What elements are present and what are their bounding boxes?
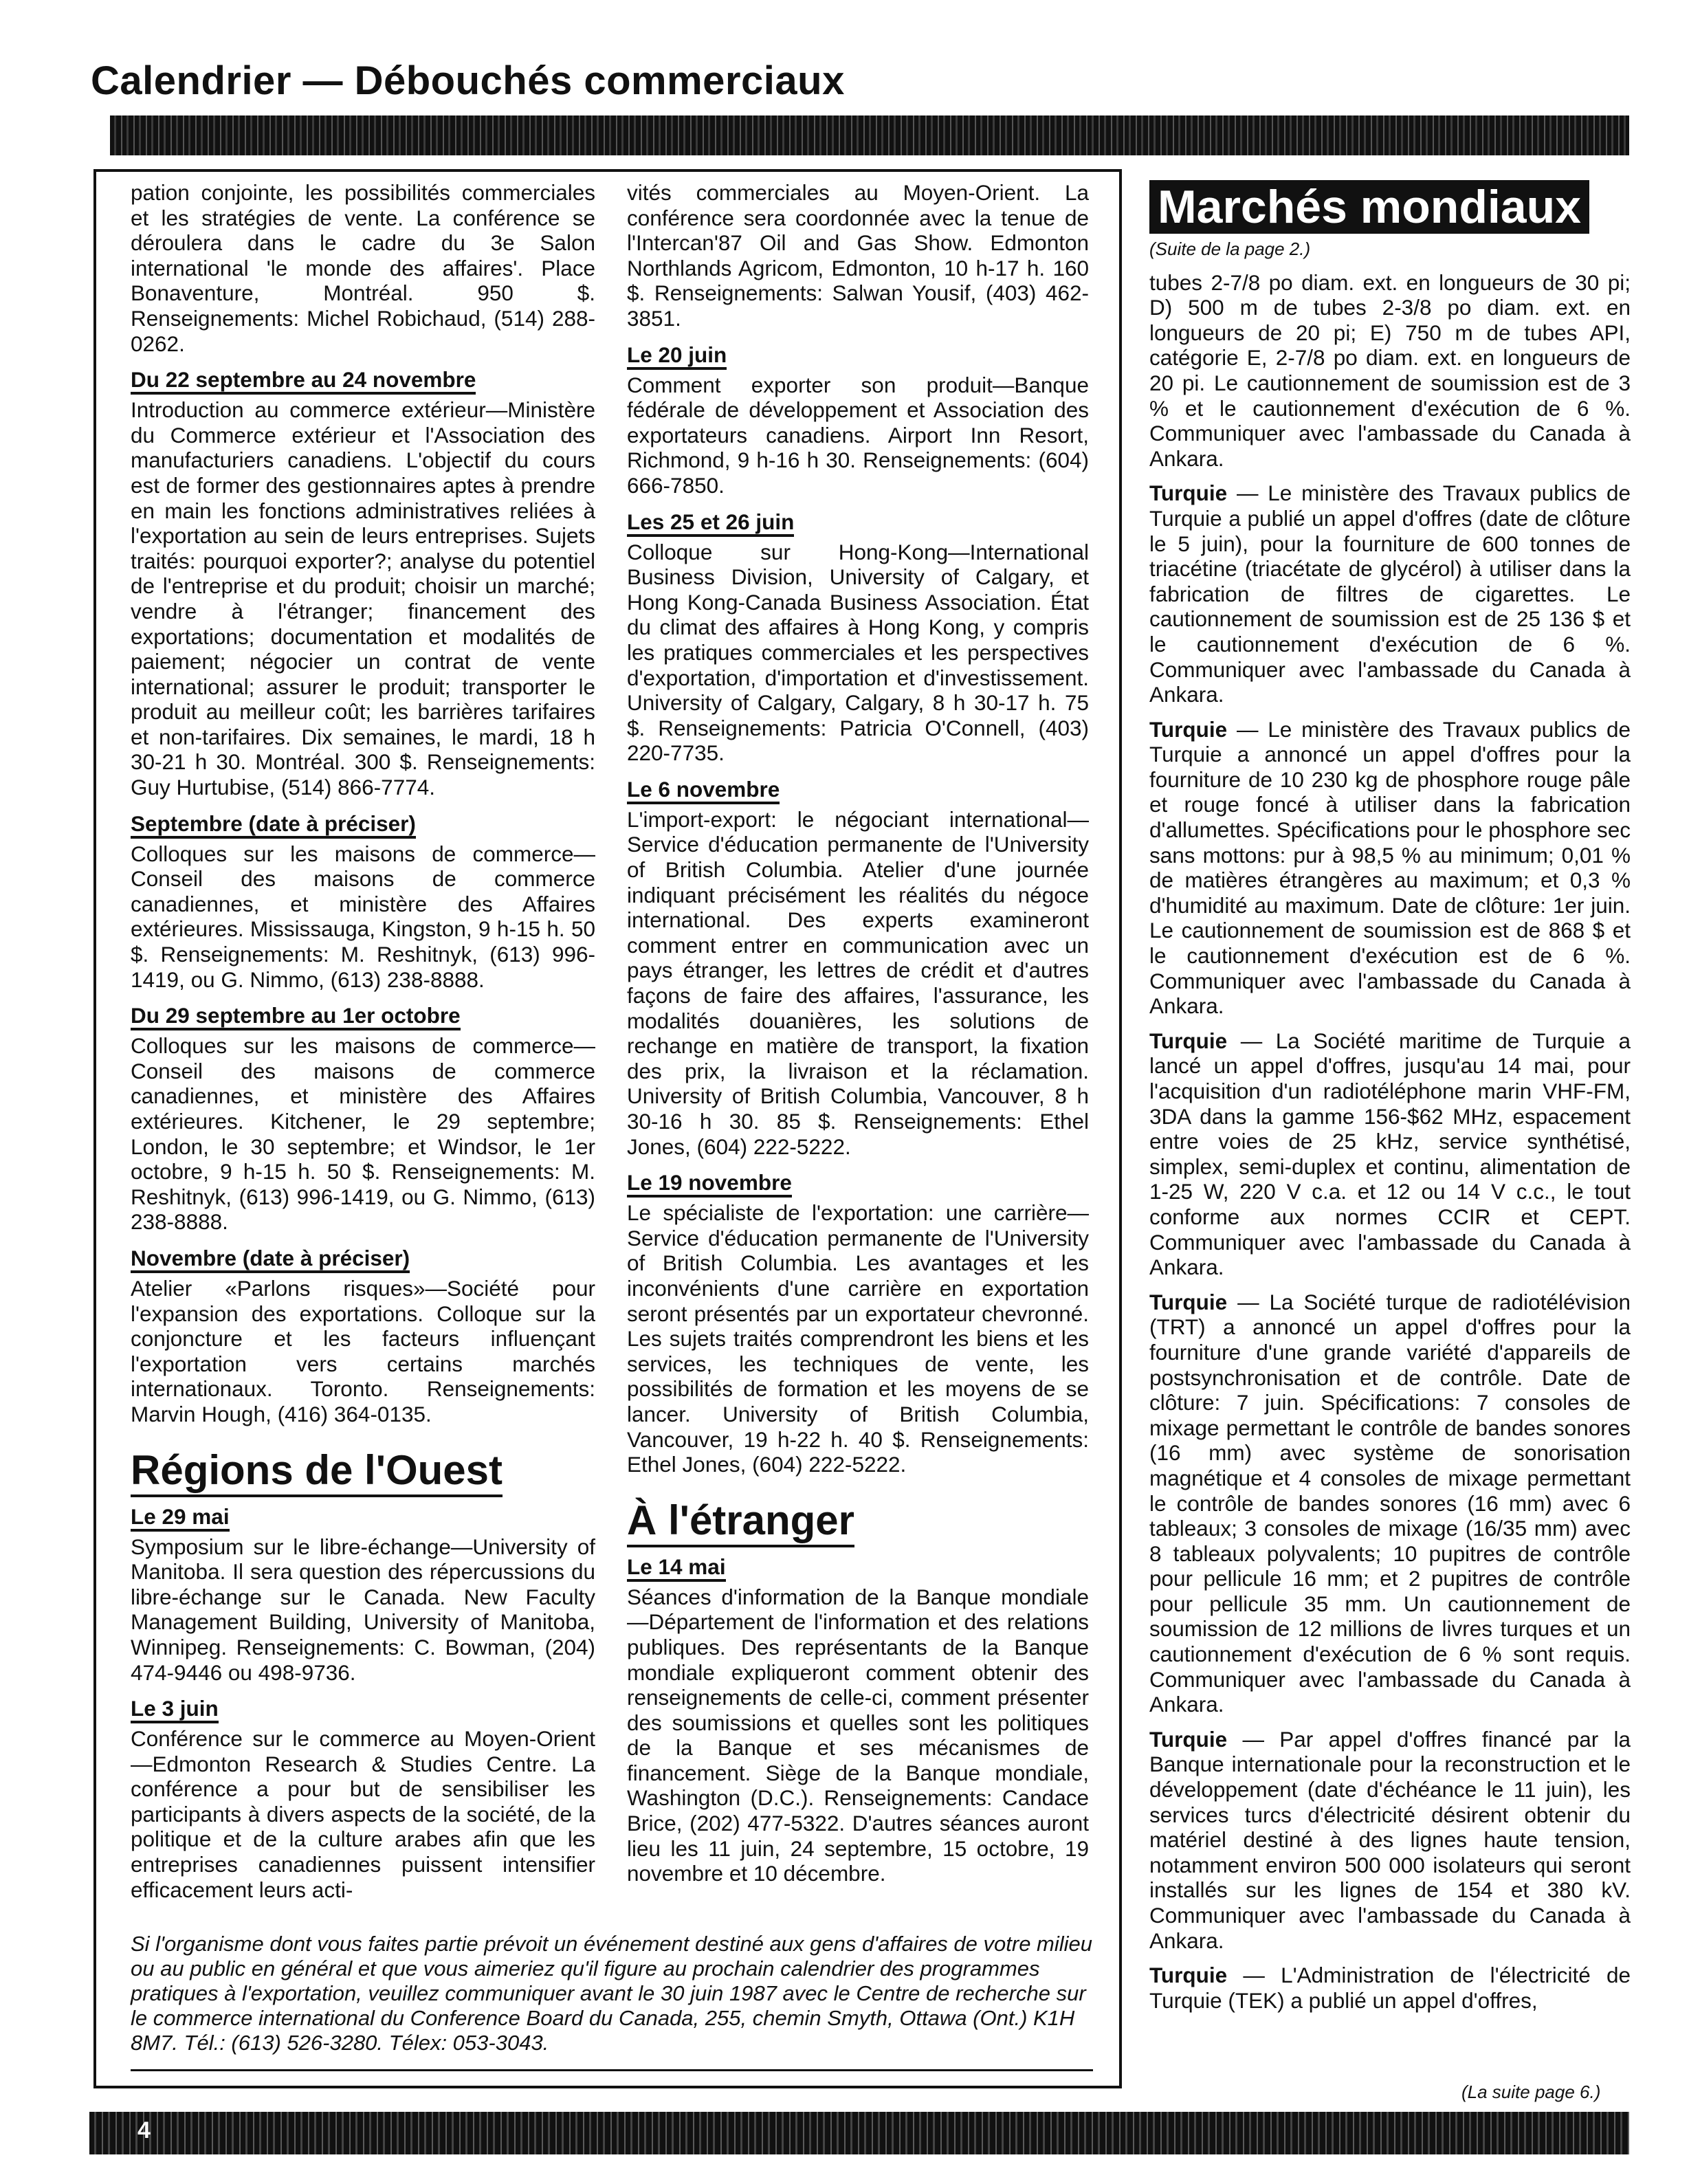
event-text: Introduction au commerce extérieur—Ministère du Commerce extérieur et l'Association des manufacturiers canadiens. L'objectif du cours est de former des gestionnaires aptes à prendre en main les fonctions administratives reliées à l'exportation au sein de leurs entreprises. Sujets traités: pourquoi exporter?; analyse du potentiel de l'entreprise et du produit; choisir un marché; vendre à l'étranger; financement des exportations; documentation et modalités de paiement; négocier un contrat de vente international; assurer le produit; transporter le produit au meilleur coût; les barrières tarifaires et non-tarifaires. Dix semaines, le mardi, 18 h 30-21 h 30. Montréal. 300 $. Renseignements: Guy Hurtubise, (514) 866-7774. (131, 397, 595, 800)
column-1 (131, 180, 595, 1912)
header-band (110, 115, 1629, 155)
market-text: — La Société maritime de Turquie a lancé un appel d'offres, jusqu'au 14 mai, pour l'acquisition d'un radiotéléphone marin VHF-FM, 3DA dans la gamme 156-$62 MHz, espacement entre voies de 25 kHz, service synthétisé, simplex, semi-duplex et continu, alimentation de 1-25 W, 220 V c.a. et 12 ou 14 V c.c., le tout conforme aux normes CCIR et CEPT. Communiquer avec l'ambassade du Canada à Ankara. (1149, 1028, 1631, 1280)
column-3 (1149, 180, 1631, 2022)
col3-intro: tubes 2-7/8 po diam. ext. en longueurs de 30 pi; D) 500 m de tubes 2-3/8 po diam. ext. en longueurs de 20 pi; E) 750 m de tubes API, catégorie E, 2-7/8 po diam. ext. en longueurs de 20 pi. Le cautionnement de soumission est de 3 % et le cautionnement d'exécution de 6 %. Communiquer avec l'ambassade du Canada à Ankara. (1149, 269, 1631, 471)
event-text: Comment exporter son produit—Banque fédérale de développement et Association des exportateurs canadiens. Airport Inn Resort, Richmond, 9 h-16 h 30. Renseignements: (604) 666-7850. (627, 372, 1089, 498)
event-text: Colloques sur les maisons de commerce—Conseil des maisons de commerce canadiennes, et ministère des Affaires extérieures. Mississauga, Kingston, 9 h-15 h. 50 $. Renseignements: M. Reshitnyk, (613) 996-1419, ou G. Nimmo, (613) 238-8888. (131, 841, 595, 992)
page-number: 4 (137, 2117, 151, 2143)
footer-band (89, 2112, 1629, 2154)
market-country: Turquie (1149, 1963, 1228, 1988)
section-title-etranger: À l'étranger (627, 1497, 854, 1547)
market-text: — Par appel d'offres financé par la Banque internationale pour la reconstruction et le développement (date d'échéance le 11 juin), les services turcs d'électricité désirent obtenir du matériel destiné à des lignes haute tension, notamment environ 500 000 isolateurs qui seront installés sur les lignes de 154 et 380 kV. Communiquer avec l'ambassade du Canada à Ankara. (1149, 1726, 1631, 1953)
event-text: Le spécialiste de l'exportation: une carrière—Service d'éducation permanente de l'University of British Columbia. Les avantages et les inconvénients d'une carrière en exportation seront présentés par un exportateur chevronné. Les sujets traités comprendront les biens et les services, les techniques de vente, les possibilités de formation et les moyens de se lancer. University of British Columbia, Vancouver, 19 h-22 h. 40 $. Renseignements: Ethel Jones, (604) 222-5222. (627, 1200, 1089, 1477)
event (131, 1695, 595, 1902)
event-text: L'import-export: le négociant international—Service d'éducation permanente de l'University of British Columbia. Atelier d'une journée indiquant précisément les réalités du négoce international. Des experts examineront comment entrer en communication avec un pays étranger, les lettres de crédit et d'autres façons de faire des affaires, l'assurance, les modalités douanières, les solutions de rechange en matière de transport, la fixation des prix, la livraison et la réclamation. University of British Columbia, Vancouver, 8 h 30-16 h 30. 85 $. Renseignements: Ethel Jones, (604) 222-5222. (627, 806, 1089, 1159)
event-date: Le 3 juin (131, 1696, 219, 1723)
market-country: Turquie (1149, 716, 1228, 742)
event-date: Septembre (date à préciser) (131, 811, 416, 839)
continued-to: (La suite page 6.) (1461, 2082, 1601, 2102)
event (627, 341, 1089, 498)
event (131, 366, 595, 800)
event-date: Le 29 mai (131, 1504, 230, 1532)
market-text: — L'Administration de l'électricité de Turquie (TEK) a publié un appel d'offres, (1149, 1963, 1631, 2013)
event (131, 1244, 595, 1427)
event (627, 1169, 1089, 1477)
col2-intro: vités commerciales au Moyen-Orient. La conférence sera coordonnée avec la tenue de l'Intercan'87 Oil and Gas Show. Edmonton Northlands Agricom, Edmonton, 10 h-17 h. 160 $. Renseignements: Salwan Yousif, (403) 462-3851. (627, 180, 1089, 331)
market-item (1149, 1727, 1631, 1953)
market-country: Turquie (1149, 1726, 1228, 1752)
market-item (1149, 1963, 1631, 2013)
event-date: Du 22 septembre au 24 novembre (131, 367, 476, 395)
market-item (1149, 717, 1631, 1019)
page-title: Calendrier — Débouchés commerciaux (91, 58, 845, 103)
event-date: Le 20 juin (627, 342, 727, 370)
market-country: Turquie (1149, 1028, 1228, 1053)
event (627, 1553, 1089, 1886)
market-country: Turquie (1149, 481, 1228, 506)
event (131, 810, 595, 993)
event (131, 1503, 595, 1686)
submission-notice: Si l'organisme dont vous faites partie prévoit un événement destiné aux gens d'affaires de votre milieu ou au public en général et que vous aimeriez qu'il figure au prochain calendrier des programmes pratiques à l'exportation, veuillez communiquer avant le 30 juin 1987 avec le Centre de recherche sur le commerce international du Conference Board du Canada, 255, chemin Smyth, Ottawa (Ont.) K1H 8M7. Tél.: (613) 526-3280. Télex: 053-3043. (131, 1932, 1093, 2055)
event-text: Symposium sur le libre-échange—University of Manitoba. Il sera question des répercussions du libre-échange sur le Canada. New Faculty Management Building, University of Manitoba, Winnipeg. Renseignements: C. Bowman, (204) 474-9446 ou 498-9736. (131, 1534, 595, 1685)
divider (131, 2069, 1093, 2071)
market-item (1149, 1028, 1631, 1280)
market-country: Turquie (1149, 1289, 1228, 1314)
market-item (1149, 1290, 1631, 1717)
event-text: Colloque sur Hong-Kong—International Business Division, University of Calgary, et Hong Kong-Canada Business Association. État du climat des affaires à Hong Kong, y compris les pratiques commerciales et les perspectives d'exportation, d'importation et d'investissement. University of Calgary, Calgary, 8 h 30-17 h. 75 $. Renseignements: Patricia O'Connell, (403) 220-7735. (627, 539, 1089, 766)
event-date: Le 6 novembre (627, 777, 780, 804)
market-item (1149, 481, 1631, 707)
event-text: Séances d'information de la Banque mondiale—Département de l'information et des relations publiques. Des représentants de la Banque mondiale expliqueront comment obtenir des renseignements de celle-ci, comment présenter des soumissions et quelles sont les politiques de la Banque et ses mécanismes de financement. Siège de la Banque mondiale, Washington (D.C.). Renseignements: Candace Brice, (202) 477-5322. D'autres séances auront lieu les 11 juin, 24 septembre, 15 octobre, 19 novembre et 10 décembre. (627, 1584, 1089, 1886)
column-2 (627, 180, 1089, 1896)
market-text: — La Société turque de radiotélévision (TRT) a annoncé un appel d'offres pour la fourniture d'une grande variété d'appareils de postsynchronisation et de contrôle. Date de clôture: 7 juin. Spécifications: 7 consoles de mixage permettant le contrôle de bandes sonores (16 mm) avec système de sonorisation magnétique et 4 consoles de mixage permettant le contrôle de bandes sonores (16 mm) avec 6 tableaux; 3 consoles de mixage (16/35 mm) avec 8 tableaux polyvalents; 10 pupitres de contrôle pour pellicule 16 mm; et 2 pupitres de contrôle pour pellicule 35 mm. Un cautionnement de soumission de 12 millions de livres turques et un cautionnement d'exécution de 6 % sont requis. Communiquer avec l'ambassade du Canada à Ankara. (1149, 1289, 1631, 1717)
event (627, 775, 1089, 1159)
event-date: Novembre (date à préciser) (131, 1246, 410, 1273)
event (627, 508, 1089, 766)
event-date: Le 19 novembre (627, 1170, 792, 1198)
event-text: Conférence sur le commerce au Moyen-Orient—Edmonton Research & Studies Centre. La conférence a pour but de sensibiliser les participants à divers aspects de la société, de la politique et de la culture arabes afin que les entreprises canadiennes puissent intensifier efficacement leurs acti- (131, 1726, 595, 1902)
section-title-regions-ouest: Régions de l'Ouest (131, 1446, 503, 1497)
event-date: Les 25 et 26 juin (627, 509, 794, 537)
marches-mondiaux-title: Marchés mondiaux (1149, 180, 1589, 234)
market-text: — Le ministère des Travaux publics de Turquie a publié un appel d'offres (date de clôture le 5 juin), pour la fourniture de 600 tonnes de triacétine (triacétate de glycérol) à utiliser dans la fabrication de filtres de cigarettes. Le cautionnement de soumission est de 25 136 $ et le cautionnement d'exécution de 6 %. Communiquer avec l'ambassade du Canada à Ankara. (1149, 481, 1631, 707)
event-date: Le 14 mai (627, 1554, 726, 1582)
market-text: — Le ministère des Travaux publics de Turquie a annoncé un appel d'offres pour la fourniture de 10 230 kg de phosphore rouge pâle et rouge foncé à utiliser dans la fabrication d'allumettes. Spécifications pour le phosphore sec sans mottons: pur à 98,5 % au minimum; 0,01 % de matières étrangères au maximum; et 0,3 % d'humidité au maximum. Date de clôture: 1er juin. Le cautionnement de soumission est de 868 $ et le cautionnement d'exécution est de 6 %. Communiquer avec l'ambassade du Canada à Ankara. (1149, 716, 1631, 1019)
event (131, 1002, 595, 1235)
continued-from: (Suite de la page 2.) (1149, 239, 1311, 259)
event-text: Colloques sur les maisons de commerce—Conseil des maisons de commerce canadiennes, et ministère des Affaires extérieures. Kitchener, le 29 septembre; London, le 30 septembre; et Windsor, le 1er octobre, 9 h-15 h. 50 $. Renseignements: M. Reshitnyk, (613) 996-1419, ou G. Nimmo, (613) 238-8888. (131, 1033, 595, 1235)
col1-intro: pation conjointe, les possibilités commerciales et les stratégies de vente. La conférence se déroulera dans le cadre du 3e Salon international 'le monde des affaires'. Place Bonaventure, Montréal. 950 $. Renseignements: Michel Robichaud, (514) 288-0262. (131, 180, 595, 356)
event-date: Du 29 septembre au 1er octobre (131, 1003, 461, 1030)
event-text: Atelier «Parlons risques»—Société pour l'expansion des exportations. Colloque sur la conjoncture et les facteurs influençant l'exportation vers certains marchés internationaux. Toronto. Renseignements: Marvin Hough, (416) 364-0135. (131, 1275, 595, 1426)
